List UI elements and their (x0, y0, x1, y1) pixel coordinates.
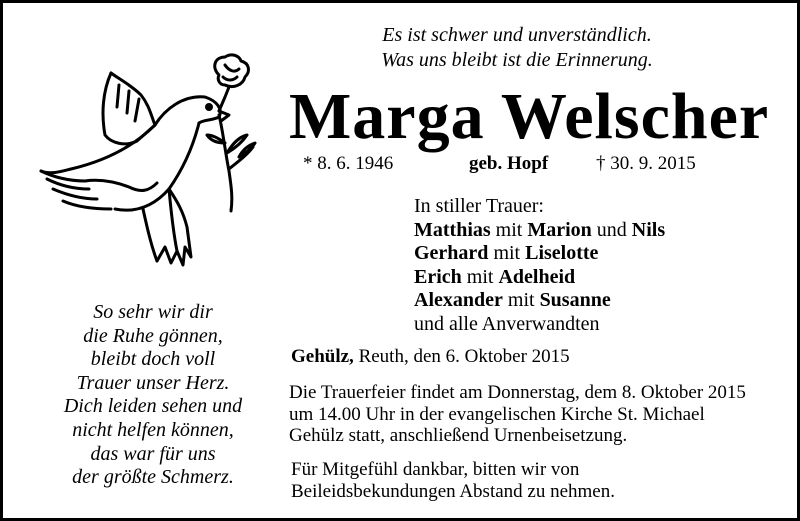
mourner-name: Liselotte (525, 242, 599, 264)
place-rest: Reuth, den 6. Oktober 2015 (353, 346, 570, 367)
maiden-name: geb. Hopf (469, 153, 549, 174)
mourners-closing: und alle Anverwandten (414, 312, 600, 335)
mourner-row (414, 289, 665, 313)
verse-line: bleibt doch voll (90, 348, 216, 371)
motto-line: Was uns bleibt ist die Erinnerung. (381, 49, 653, 71)
mourner-row (414, 219, 665, 243)
verse-line: So sehr wir dir (93, 301, 213, 323)
thanks-line: Für Mitgefühl dankbar, bitten wir von (291, 459, 580, 480)
mourner-row (414, 242, 665, 266)
mourner-joiner: und (591, 218, 632, 241)
mourner-joiner: mit (502, 289, 540, 311)
mourner-name: Matthias (414, 218, 491, 241)
birth-date: * 8. 6. 1946 (303, 153, 394, 174)
mourners-list (414, 195, 665, 336)
motto-line: Es ist schwer und unverständlich. (382, 24, 652, 46)
place-town: Gehülz, (291, 346, 354, 367)
mourners-intro: In stiller Trauer: (414, 195, 544, 217)
memorial-verse (43, 301, 263, 490)
dove-with-rose-icon (33, 51, 273, 281)
verse-line: das war für uns (90, 442, 216, 465)
service-line: um 14.00 Uhr in der evangelischen Kirche St. Michael (289, 403, 705, 425)
verse-line: Trauer unser Herz. (76, 371, 230, 394)
mourner-name: Marion (527, 218, 592, 241)
deceased-name: Marga Welscher (289, 80, 770, 153)
verse-line: nicht helfen können, (72, 418, 234, 441)
mourner-name: Alexander (414, 289, 503, 311)
verse-line: Dich leiden sehen und (63, 395, 243, 418)
mourner-name: Adelheid (498, 265, 576, 288)
mourner-joiner: mit (461, 265, 499, 288)
service-line: Die Trauerfeier findet am Donnerstag, dem 8. Oktober 2015 (289, 382, 746, 403)
mourner-name: Erich (414, 265, 462, 288)
death-date: † 30. 9. 2015 (596, 153, 696, 174)
verse-line: der größte Schmerz. (72, 466, 234, 489)
mourner-name: Gerhard (414, 242, 489, 264)
mourner-joiner: mit (490, 218, 528, 241)
motto (303, 23, 731, 73)
funeral-service-info (289, 382, 746, 447)
mourner-joiner: mit (488, 242, 526, 264)
place-and-date (291, 346, 570, 368)
mourner-name: Nils (631, 218, 666, 241)
mourner-name: Susanne (539, 289, 611, 311)
verse-line: die Ruhe gönnen, (83, 324, 223, 347)
mourner-row (414, 266, 665, 290)
thanks-note (291, 459, 615, 502)
thanks-line: Beileidsbekundungen Abstand zu nehmen. (291, 480, 615, 502)
service-line: Gehülz statt, anschließend Urnenbeisetzung. (289, 425, 628, 446)
